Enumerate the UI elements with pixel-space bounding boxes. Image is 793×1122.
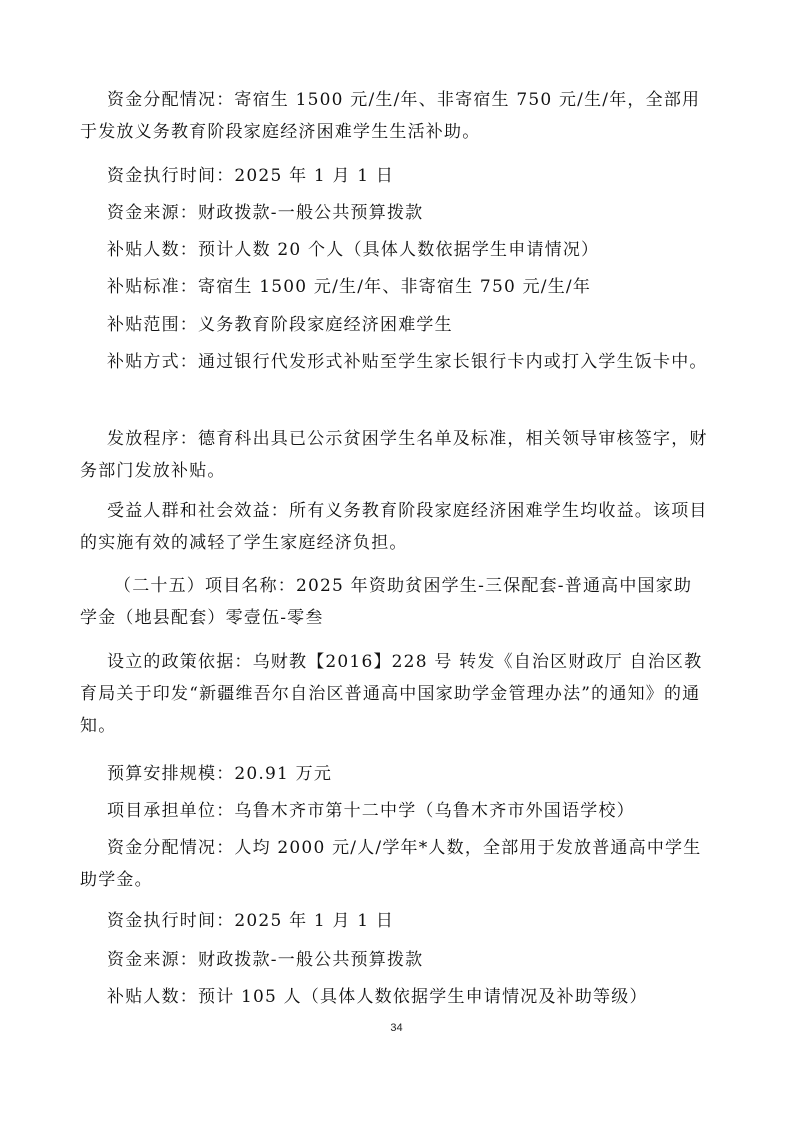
paragraph-fund-allocation: 资金分配情况：寄宿生 1500 元/生/年、非寄宿生 750 元/生/年，全部用于发放义务教育阶段家庭经济困难学生生活补助。 xyxy=(80,90,701,142)
paragraph-budget-scale: 预算安排规模：20.91 万元 xyxy=(107,764,333,784)
paragraph-beneficiaries: 受益人群和社会效益：所有义务教育阶段家庭经济困难学生均收益。该项目的实施有效的减轻了学生家庭经济负担。 xyxy=(80,501,708,553)
paragraph-subsidy-count-2: 补贴人数：预计 105 人（具体人数依据学生申请情况及补助等级） xyxy=(107,987,648,1007)
paragraph-distribution-procedure: 发放程序：德育科出具已公示贫困学生名单及标准，相关领导审核签字，财务部门发放补贴。 xyxy=(80,429,708,481)
paragraph-execution-time: 资金执行时间：2025 年 1 月 1 日 xyxy=(107,166,395,186)
paragraph-undertaking-unit: 项目承担单位：乌鲁木齐市第十二中学（乌鲁木齐市外国语学校） xyxy=(107,801,635,821)
page-number: 34 xyxy=(390,1022,403,1034)
paragraph-subsidy-standard: 补贴标准：寄宿生 1500 元/生/年、非寄宿生 750 元/生/年 xyxy=(107,277,592,297)
paragraph-subsidy-method: 补贴方式：通过银行代发形式补贴至学生家长银行卡内或打入学生饭卡中。 xyxy=(107,352,708,372)
paragraph-fund-source: 资金来源：财政拨款-一般公共预算拨款 xyxy=(107,203,424,223)
paragraph-fund-allocation-2: 资金分配情况：人均 2000 元/人/学年*人数，全部用于发放普通高中学生助学金。 xyxy=(80,838,702,890)
paragraph-policy-basis: 设立的政策依据：乌财教【2016】228 号 转发《自治区财政厅 自治区教育局关于印发“新疆维吾尔自治区普通高中国家助学金管理办法”的通知》的通知。 xyxy=(80,652,703,736)
paragraph-subsidy-scope: 补贴范围：义务教育阶段家庭经济困难学生 xyxy=(107,315,453,335)
paragraph-fund-source-2: 资金来源：财政拨款-一般公共预算拨款 xyxy=(107,950,424,970)
paragraph-execution-time-2: 资金执行时间：2025 年 1 月 1 日 xyxy=(107,911,395,931)
paragraph-project-name: （二十五）项目名称：2025 年资助贫困学生-三保配套-普通高中国家助学金（地县配套）零壹伍-零叁 xyxy=(80,576,693,628)
paragraph-subsidy-count: 补贴人数：预计人数 20 个人（具体人数依据学生申请情况） xyxy=(107,240,600,260)
